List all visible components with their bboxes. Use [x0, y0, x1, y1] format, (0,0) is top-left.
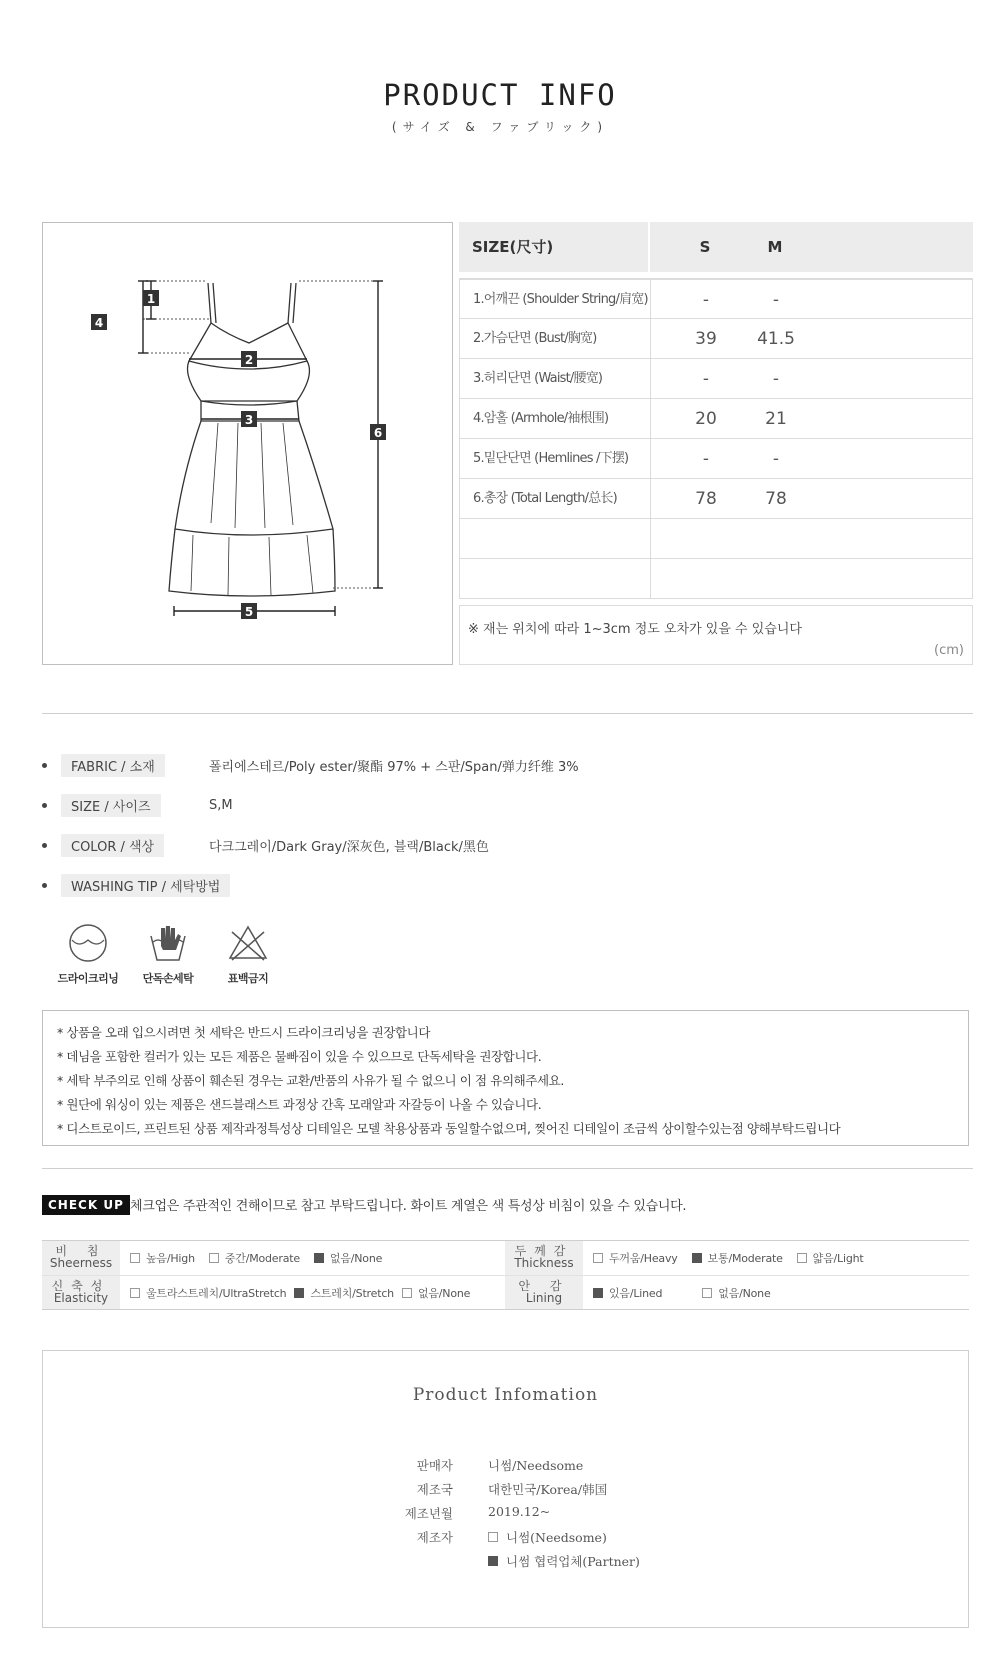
option-label: 없음/None — [329, 1252, 383, 1265]
spec-label: WASHING TIP / 세탁방법 — [61, 874, 230, 897]
checkbox-icon — [702, 1288, 712, 1298]
row-value-m: - — [772, 369, 780, 389]
table-row — [459, 319, 973, 359]
row-label: 4.암홀 (Armhole/袖根围) — [460, 399, 651, 438]
checkbox-icon — [488, 1532, 498, 1542]
spec-color — [42, 834, 489, 856]
option-label: 높음/High — [146, 1252, 195, 1265]
row-value-m: 41.5 — [757, 329, 795, 349]
row-value-m — [741, 559, 811, 598]
row-label: 5.밑단단면 (Hemlines /下摆) — [460, 439, 651, 478]
size-header-label: SIZE(尺寸) — [459, 222, 650, 272]
spec-fabric — [42, 754, 579, 776]
checkbox-checked-icon — [488, 1556, 498, 1566]
row-value-s: 20 — [695, 409, 717, 429]
measurement-note: ※ 재는 위치에 따라 1~3cm 정도 오차가 있을 수 있습니다 — [468, 622, 802, 637]
care-notice-box — [42, 1010, 969, 1146]
maker-option — [488, 1528, 607, 1546]
attr-thickness — [505, 1241, 583, 1275]
info-value: 2019.12~ — [488, 1504, 551, 1519]
option — [402, 1285, 470, 1301]
table-row — [459, 399, 973, 439]
checkup-description: 체크업은 주관적인 견해이므로 참고 부탁드립니다. 화이트 계열은 색 특성상 비침이 있을 수 있습니다. — [130, 1199, 687, 1214]
option — [209, 1250, 300, 1266]
dry-clean-icon — [67, 922, 109, 964]
row-value-m: 78 — [765, 489, 787, 509]
attr-options — [120, 1241, 505, 1275]
row-label: 2.가슴단면 (Bust/胸宽) — [460, 319, 651, 358]
marker-5: 5 — [244, 605, 254, 619]
notice-line: * 세탁 부주의로 인해 상품이 훼손된 경우는 교환/반품의 사유가 될 수 없으니 이 점 유의해주세요. — [57, 1073, 564, 1088]
row-value-m — [741, 519, 811, 558]
option — [692, 1250, 783, 1266]
measurement-note-box — [459, 605, 973, 665]
row-value-s: 39 — [695, 329, 717, 349]
size-header-s: S — [699, 238, 711, 256]
checkup-row — [42, 1241, 969, 1275]
marker-3: 3 — [244, 413, 254, 427]
row-value-s: - — [702, 369, 710, 389]
checkbox-icon — [797, 1253, 807, 1263]
hand-wash-icon — [147, 922, 189, 964]
wash-label: 단독손세탁 — [142, 972, 194, 985]
unit-label: (cm) — [934, 643, 964, 658]
wash-item-hand-wash — [128, 922, 208, 986]
table-row — [459, 479, 973, 519]
spec-washing — [42, 874, 230, 896]
option-label: 얇음/Light — [812, 1252, 864, 1265]
attr-ko: 비 침 — [55, 1244, 107, 1258]
checkbox-icon — [130, 1253, 140, 1263]
option — [130, 1285, 286, 1301]
table-row — [459, 279, 973, 319]
attr-ko: 신축성 — [51, 1279, 111, 1293]
size-table — [459, 222, 973, 665]
attr-lining — [505, 1276, 583, 1309]
attr-en: Sheerness — [49, 1256, 113, 1270]
info-key: 판매자 — [416, 1458, 453, 1473]
option-label: 두꺼움/Heavy — [609, 1252, 678, 1265]
row-label: 6.총장 (Total Length/总长) — [460, 479, 651, 518]
checkup-row — [42, 1275, 969, 1309]
option — [314, 1250, 382, 1266]
info-key: 제조국 — [416, 1482, 453, 1497]
option — [294, 1285, 394, 1301]
option-label: 보통/Moderate — [707, 1252, 783, 1265]
product-information-title: Product Infomation — [412, 1385, 599, 1405]
checkbox-icon — [130, 1288, 140, 1298]
row-value-s: - — [702, 449, 710, 469]
row-value-s: 78 — [695, 489, 717, 509]
attr-options — [583, 1241, 968, 1275]
option — [593, 1250, 678, 1266]
checkbox-icon — [593, 1253, 603, 1263]
option-label: 울트라스트레치/UltraStretch — [146, 1286, 287, 1300]
row-value-m: - — [772, 449, 780, 469]
attr-en: Lining — [525, 1291, 563, 1305]
marker-6: 6 — [373, 426, 383, 440]
maker-label: 니썸(Needsome) — [506, 1530, 607, 1545]
size-table-header — [459, 222, 973, 272]
divider — [42, 1168, 973, 1169]
checkbox-icon — [402, 1288, 412, 1298]
notice-line: * 디스트로이드, 프린트된 상품 제작과정특성상 디테일은 모델 착용상품과 동일할수없으며, 찢어진 디테일이 조금씩 상이할수있는점 양해부탁드립니다 — [57, 1121, 841, 1136]
page-title: PRODUCT INFO — [383, 78, 617, 112]
dress-illustration — [43, 223, 454, 666]
option — [130, 1250, 195, 1266]
option-label: 있음/Lined — [609, 1286, 663, 1300]
attr-elasticity — [42, 1276, 120, 1309]
checkbox-checked-icon — [314, 1253, 324, 1263]
table-row-empty — [459, 519, 973, 559]
row-value-m: - — [772, 290, 780, 310]
product-information-box — [42, 1350, 969, 1628]
option-label: 중간/Moderate — [224, 1252, 300, 1265]
size-header-m: M — [767, 238, 783, 256]
row-value-s: - — [702, 290, 710, 310]
attr-options — [583, 1276, 968, 1309]
row-value-s — [671, 559, 741, 598]
page-subtitle: (サイズ & ファブリック) — [391, 120, 609, 134]
option — [797, 1250, 864, 1266]
table-row — [459, 359, 973, 399]
notice-line: * 상품을 오래 입으시려면 첫 세탁은 반드시 드라이크리닝을 권장합니다 — [57, 1025, 431, 1040]
option — [702, 1285, 770, 1301]
checkbox-icon — [209, 1253, 219, 1263]
marker-4: 4 — [94, 316, 104, 330]
wash-label: 드라이크리닝 — [57, 972, 119, 985]
attr-en: Thickness — [514, 1256, 574, 1270]
size-table-body — [459, 278, 973, 599]
marker-2: 2 — [244, 353, 254, 367]
notice-line: * 데님을 포함한 컬러가 있는 모든 제품은 물빠짐이 있을 수 있으므로 단독세탁을 권장합니다. — [57, 1049, 542, 1064]
attr-en: Elasticity — [53, 1291, 109, 1305]
attr-sheerness — [42, 1241, 120, 1275]
bullet-icon — [42, 883, 47, 888]
spec-value: 다크그레이/Dark Gray/深灰色, 블랙/Black/黑色 — [209, 839, 489, 855]
attr-ko: 두께감 — [514, 1244, 574, 1258]
info-key: 제조년월 — [404, 1506, 453, 1521]
spec-label: SIZE / 사이즈 — [61, 794, 161, 817]
checkbox-checked-icon — [294, 1288, 304, 1298]
row-label — [460, 559, 651, 598]
maker-option — [488, 1552, 640, 1570]
row-label: 3.허리단면 (Waist/腰宽) — [460, 359, 651, 398]
option-label: 없음/None — [718, 1286, 771, 1300]
row-value-s — [671, 519, 741, 558]
spec-label: COLOR / 색상 — [61, 834, 164, 857]
table-row-empty — [459, 559, 973, 599]
spec-label: FABRIC / 소재 — [61, 754, 165, 777]
attr-options — [120, 1276, 505, 1309]
size-diagram — [42, 222, 453, 665]
option-label: 스트레치/Stretch — [310, 1286, 394, 1300]
bullet-icon — [42, 843, 47, 848]
attr-ko: 안 감 — [518, 1279, 570, 1293]
spec-value: 폴리에스테르/Poly ester/聚酯 97% + 스판/Span/弹力纤维 3% — [209, 759, 579, 775]
checkbox-checked-icon — [593, 1288, 603, 1298]
spec-size — [42, 794, 233, 816]
option-label: 없음/None — [417, 1286, 471, 1300]
bullet-icon — [42, 803, 47, 808]
row-label: 1.어깨끈 (Shoulder String/肩宽) — [460, 280, 651, 318]
bullet-icon — [42, 763, 47, 768]
spec-value: S,M — [209, 797, 233, 813]
wash-item-dry-clean — [48, 922, 128, 986]
row-label — [460, 519, 651, 558]
info-value: 니썸/Needsome — [488, 1458, 584, 1473]
checkup-badge: CHECK UP — [42, 1195, 130, 1215]
info-key: 제조자 — [416, 1530, 453, 1545]
row-value-m: 21 — [765, 409, 787, 429]
notice-line: * 원단에 워싱이 있는 제품은 샌드블래스트 과정상 간혹 모래알과 자갈등이 나올 수 있습니다. — [57, 1097, 542, 1112]
option — [593, 1285, 662, 1301]
wash-item-no-bleach — [208, 922, 288, 986]
maker-label: 니썸 협력업체(Partner) — [506, 1554, 640, 1569]
checkbox-checked-icon — [692, 1253, 702, 1263]
table-row — [459, 439, 973, 479]
wash-label: 표백금지 — [227, 972, 269, 985]
checkup-table — [42, 1240, 969, 1310]
divider — [42, 713, 973, 714]
no-bleach-icon — [227, 922, 269, 964]
info-value: 대한민국/Korea/韩国 — [488, 1482, 608, 1497]
marker-1: 1 — [146, 292, 156, 306]
